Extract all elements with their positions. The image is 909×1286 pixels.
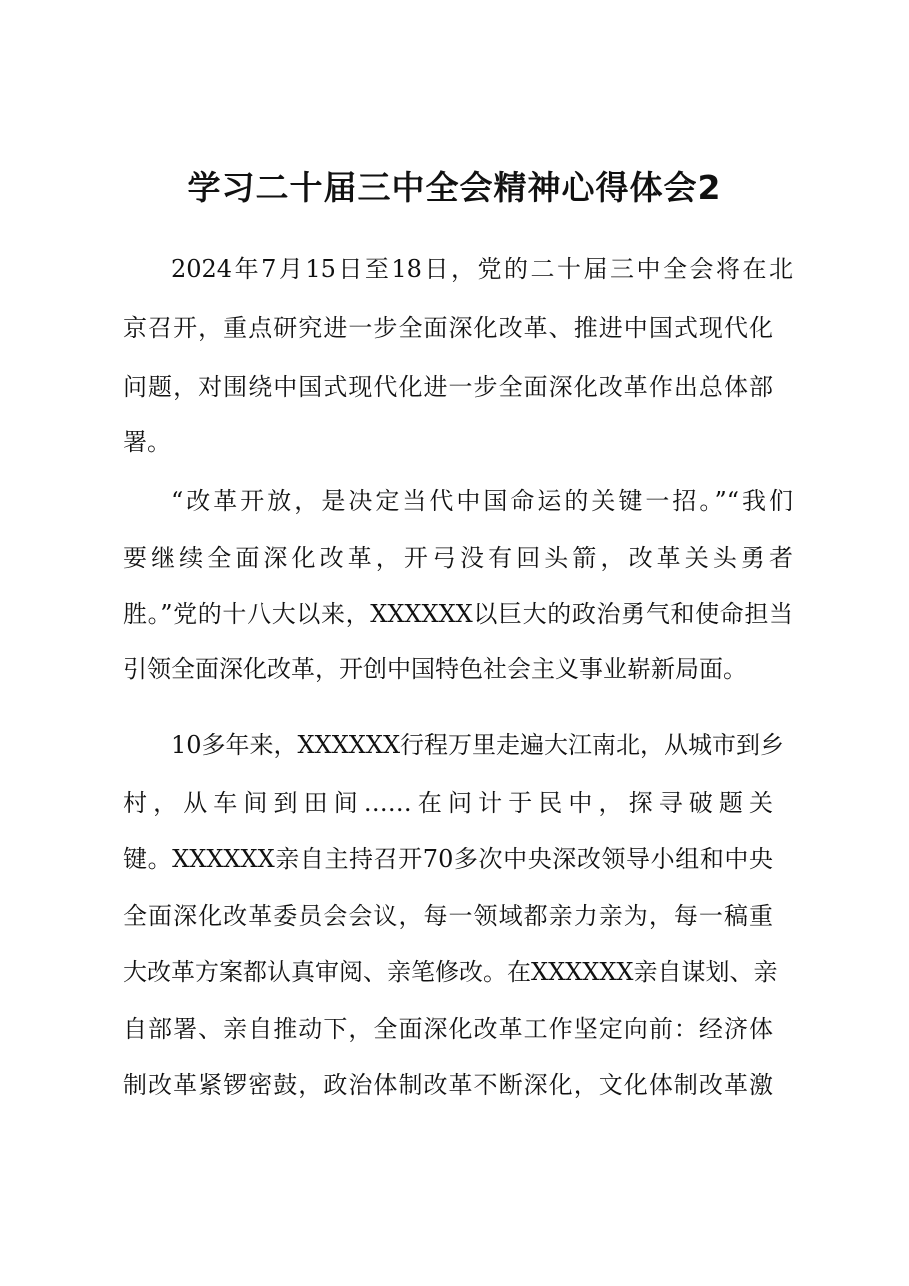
paragraph-line: 京召开，重点研究进一步全面深化改革、推进中国式现代化 bbox=[123, 314, 773, 342]
paragraph-line: 大改革方案都认真审阅、亲笔修改。在XXXXXX亲自谋划、亲 bbox=[123, 958, 778, 986]
paragraph-line: 胜。”党的十八大以来，XXXXXX以巨大的政治勇气和使命担当 bbox=[123, 600, 793, 628]
paragraph-line: 要继续全面深化改革，开弓没有回头箭，改革关头勇者 bbox=[123, 544, 793, 572]
document-title: 学习二十届三中全会精神心得体会2 bbox=[187, 168, 722, 207]
paragraph-line: 全面深化改革委员会会议，每一领域都亲力亲为，每一稿重 bbox=[123, 902, 773, 930]
paragraph-line: 制改革紧锣密鼓，政治体制改革不断深化，文化体制改革激 bbox=[123, 1071, 773, 1099]
paragraph-line: “改革开放，是决定当代中国命运的关键一招。”“我们 bbox=[171, 487, 793, 515]
paragraph-line: 村，从车间到田间……在问计于民中，探寻破题关 bbox=[123, 789, 773, 817]
paragraph-line: 2024年7月15日至18日，党的二十届三中全会将在北 bbox=[171, 255, 793, 283]
paragraph-line: 署。 bbox=[123, 428, 171, 456]
paragraph-line: 键。XXXXXX亲自主持召开70多次中央深改领导小组和中央 bbox=[123, 845, 773, 873]
paragraph-line: 10多年来，XXXXXX行程万里走遍大江南北，从城市到乡 bbox=[171, 731, 785, 759]
paragraph-line: 自部署、亲自推动下，全面深化改革工作坚定向前：经济体 bbox=[123, 1015, 773, 1043]
paragraph-line: 问题，对围绕中国式现代化进一步全面深化改革作出总体部 bbox=[123, 373, 773, 401]
paragraph-line: 引领全面深化改革，开创中国特色社会主义事业崭新局面。 bbox=[123, 655, 747, 683]
